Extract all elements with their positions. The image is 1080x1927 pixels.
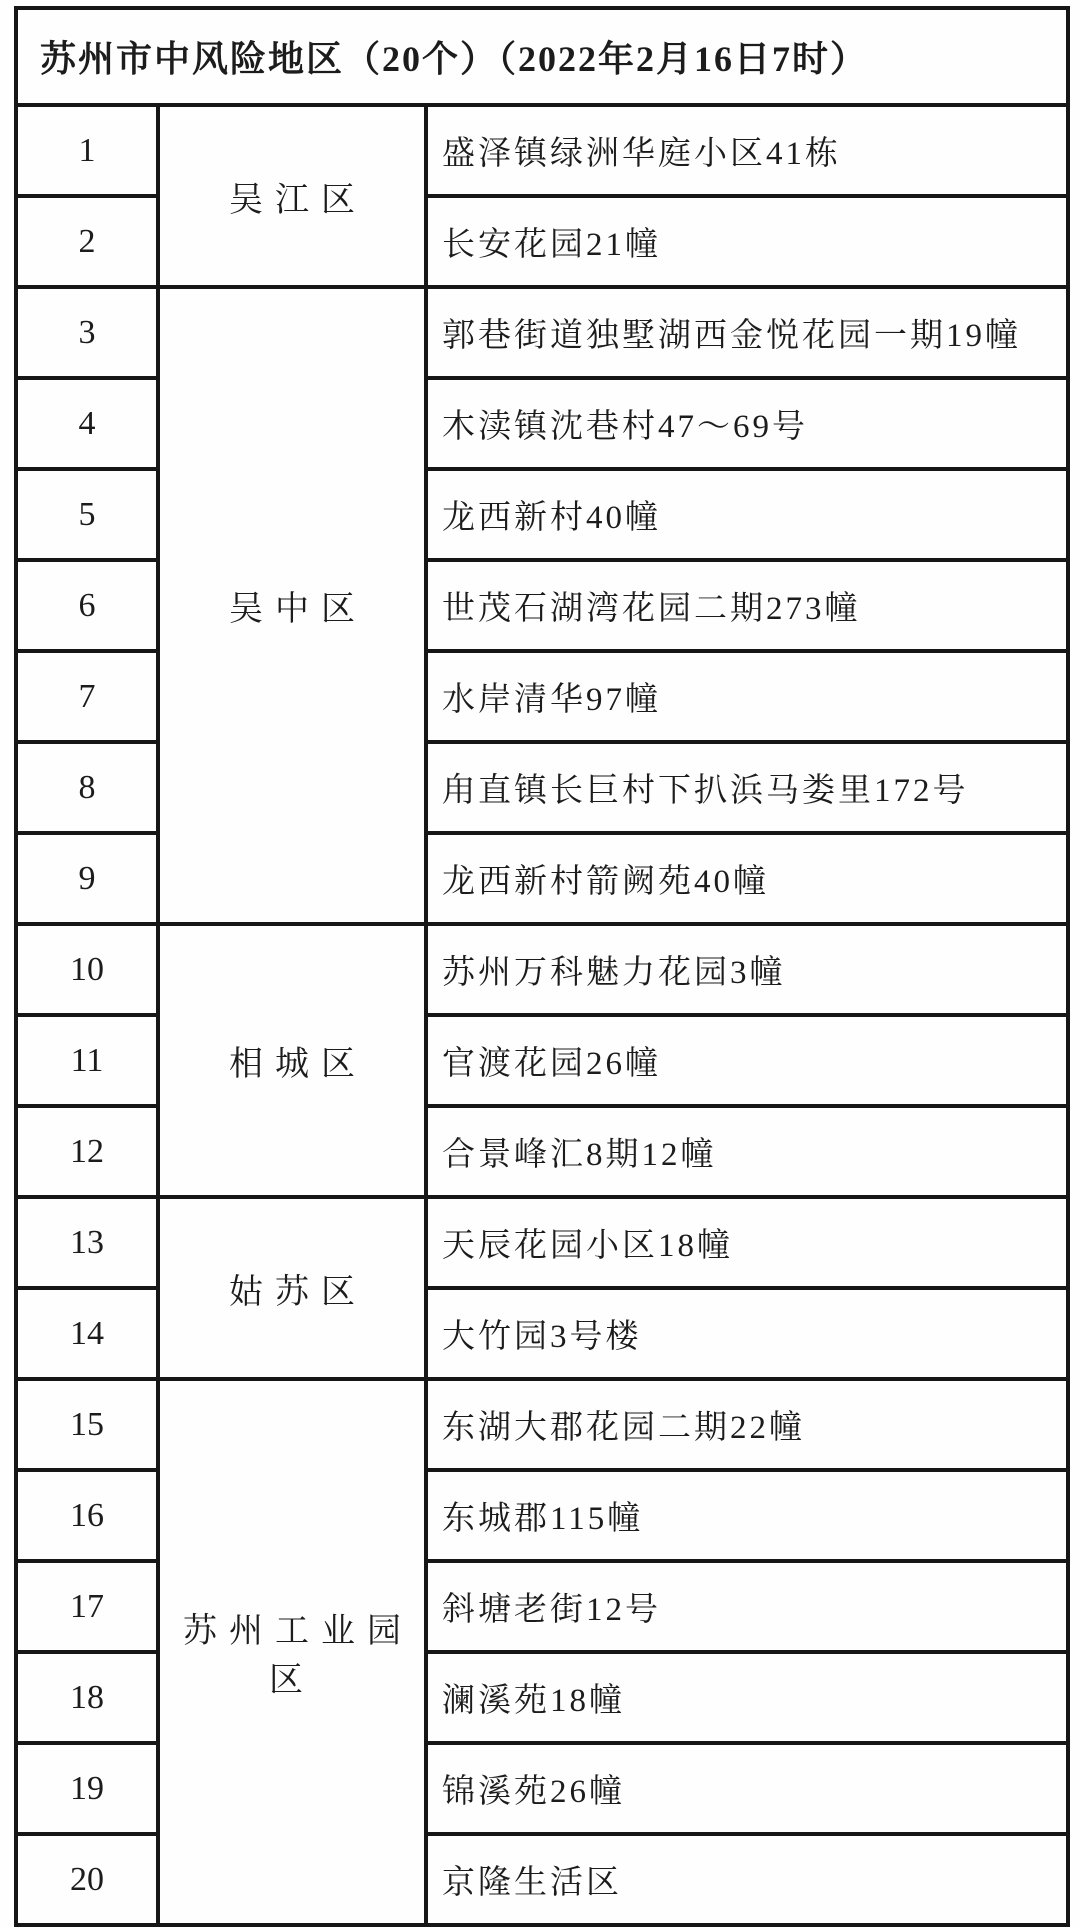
address-cell: 澜溪苑18幢 bbox=[426, 1652, 1068, 1743]
address-cell: 天辰花园小区18幢 bbox=[426, 1197, 1068, 1288]
row-number: 16 bbox=[16, 1470, 158, 1561]
address-cell: 龙西新村40幢 bbox=[426, 469, 1068, 560]
row-number: 8 bbox=[16, 742, 158, 833]
row-number: 6 bbox=[16, 560, 158, 651]
row-number: 19 bbox=[16, 1743, 158, 1834]
address-cell: 水岸清华97幢 bbox=[426, 651, 1068, 742]
address-cell: 东城郡115幢 bbox=[426, 1470, 1068, 1561]
row-number: 11 bbox=[16, 1015, 158, 1106]
table-row bbox=[16, 924, 1068, 1015]
row-number: 1 bbox=[16, 105, 158, 196]
row-number: 13 bbox=[16, 1197, 158, 1288]
row-number: 2 bbox=[16, 196, 158, 287]
district-cell-sip: 苏州工业园区 bbox=[158, 1379, 426, 1925]
page-title: 苏州市中风险地区（20个）（2022年2月16日7时） bbox=[16, 8, 1068, 105]
table-title-row bbox=[16, 8, 1068, 105]
address-cell: 大竹园3号楼 bbox=[426, 1288, 1068, 1379]
row-number: 12 bbox=[16, 1106, 158, 1197]
address-cell: 长安花园21幢 bbox=[426, 196, 1068, 287]
row-number: 5 bbox=[16, 469, 158, 560]
row-number: 14 bbox=[16, 1288, 158, 1379]
district-cell-wujiang: 吴江区 bbox=[158, 105, 426, 287]
address-cell: 苏州万科魅力花园3幢 bbox=[426, 924, 1068, 1015]
address-cell: 合景峰汇8期12幢 bbox=[426, 1106, 1068, 1197]
address-cell: 郭巷街道独墅湖西金悦花园一期19幢 bbox=[426, 287, 1068, 378]
address-cell: 盛泽镇绿洲华庭小区41栋 bbox=[426, 105, 1068, 196]
address-cell: 龙西新村箭阙苑40幢 bbox=[426, 833, 1068, 924]
address-cell: 锦溪苑26幢 bbox=[426, 1743, 1068, 1834]
district-cell-xiangcheng: 相城区 bbox=[158, 924, 426, 1197]
address-cell: 斜塘老街12号 bbox=[426, 1561, 1068, 1652]
row-number: 18 bbox=[16, 1652, 158, 1743]
table-row bbox=[16, 105, 1068, 196]
district-cell-gusu: 姑苏区 bbox=[158, 1197, 426, 1379]
row-number: 17 bbox=[16, 1561, 158, 1652]
address-cell: 木渎镇沈巷村47～69号 bbox=[426, 378, 1068, 469]
row-number: 10 bbox=[16, 924, 158, 1015]
address-cell: 官渡花园26幢 bbox=[426, 1015, 1068, 1106]
row-number: 9 bbox=[16, 833, 158, 924]
address-cell: 甪直镇长巨村下扒浜马娄里172号 bbox=[426, 742, 1068, 833]
district-cell-wuzhong: 吴中区 bbox=[158, 287, 426, 924]
row-number: 15 bbox=[16, 1379, 158, 1470]
row-number: 20 bbox=[16, 1834, 158, 1925]
address-cell: 东湖大郡花园二期22幢 bbox=[426, 1379, 1068, 1470]
address-cell: 世茂石湖湾花园二期273幢 bbox=[426, 560, 1068, 651]
row-number: 7 bbox=[16, 651, 158, 742]
table-row bbox=[16, 1379, 1068, 1470]
row-number: 4 bbox=[16, 378, 158, 469]
address-cell: 京隆生活区 bbox=[426, 1834, 1068, 1925]
row-number: 3 bbox=[16, 287, 158, 378]
risk-area-table bbox=[14, 6, 1070, 1927]
table-row bbox=[16, 1197, 1068, 1288]
table-row bbox=[16, 287, 1068, 378]
